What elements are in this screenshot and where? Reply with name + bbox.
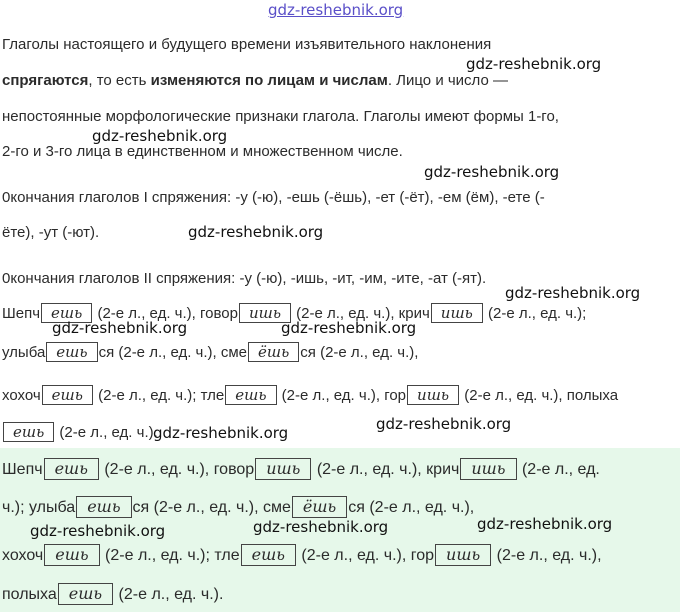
text: (2-е л., ед. ч.); тле: [100, 547, 240, 564]
watermark-text: gdz-reshebnik.org: [477, 515, 613, 533]
ending-box: ешь: [3, 422, 54, 442]
text: ся (2-е л., ед. ч.), сме: [132, 499, 291, 516]
ending-box: ишь: [431, 303, 483, 323]
ending-box: ешь: [44, 544, 99, 566]
ending-box: ёшь: [248, 342, 299, 362]
text: (2-е л., ед. ч.);: [483, 305, 587, 322]
ending-box: ешь: [225, 385, 276, 405]
text: (2-е л., ед. ч.), крич: [292, 305, 430, 322]
watermark-text: gdz-reshebnik.org: [153, 424, 289, 442]
ending-box: ишь: [255, 458, 311, 480]
exercise-line-2: [2, 342, 418, 362]
watermark-text: gdz-reshebnik.org: [505, 284, 641, 302]
text: (2-е л., ед.: [517, 461, 600, 478]
theory-line-1: Глаголы настоящего и будущего времени изъявительного наклонения: [2, 36, 492, 53]
answer-line-1: [2, 458, 600, 480]
site-header-link[interactable]: gdz-reshebnik.org: [268, 1, 404, 19]
text: (2-е л., ед. ч.), крич: [312, 461, 460, 478]
text: (2-е л., ед. ч.), гор: [277, 387, 407, 404]
ending-box: ешь: [46, 342, 97, 362]
text: (2-е л., ед. ч.).: [114, 586, 224, 603]
bold-term-change: изменяются по лицам и числам: [150, 72, 388, 89]
text: ся (2-е л., ед. ч.), сме: [98, 344, 248, 361]
answer-line-3: [2, 544, 602, 566]
watermark-text: gdz-reshebnik.org: [92, 127, 228, 145]
bold-term-conjugate: спрягаются: [2, 72, 89, 89]
theory-line-7: 0кончания глаголов II спряжения: -у (-ю), -ишь, -ит, -им, -ите, -ат (-ят).: [2, 270, 487, 287]
text: ся (2-е л., ед. ч.),: [300, 344, 419, 361]
ending-box: ешь: [44, 458, 99, 480]
text: полыха: [2, 586, 57, 603]
text: Шепч: [2, 461, 43, 478]
text: (2-е л., ед. ч.), говор: [93, 305, 238, 322]
text: (2-е л., ед. ч.),: [492, 547, 602, 564]
watermark-text: gdz-reshebnik.org: [376, 415, 512, 433]
exercise-line-3: [2, 385, 618, 405]
watermark-text: gdz-reshebnik.org: [466, 55, 602, 73]
watermark-text: gdz-reshebnik.org: [253, 518, 389, 536]
watermark-text: gdz-reshebnik.org: [52, 319, 188, 337]
ending-box: ёшь: [292, 496, 347, 518]
text: (2-е л., ед. ч.).: [55, 424, 158, 441]
theory-line-5: 0кончания глаголов I спряжения: -у (-ю), -ешь (-ёшь), -ет (-ёт), -ем (ём), -ете (-: [2, 189, 545, 206]
watermark-text: gdz-reshebnik.org: [281, 319, 417, 337]
watermark-text: gdz-reshebnik.org: [424, 163, 560, 181]
text: (2-е л., ед. ч.), гор: [296, 547, 435, 564]
theory-line-6: ёте), -ут (-ют).: [2, 224, 100, 241]
answer-line-2: [2, 496, 474, 518]
answer-line-4: [2, 583, 223, 605]
ending-box: ешь: [42, 385, 93, 405]
text: , то есть: [88, 72, 151, 89]
text: (2-е л., ед. ч.), говор: [99, 461, 255, 478]
theory-line-4: 2-го и 3-го лица в единственном и множественном числе.: [2, 143, 403, 160]
watermark-text: gdz-reshebnik.org: [188, 223, 324, 241]
watermark-text: gdz-reshebnik.org: [30, 522, 166, 540]
ending-box: ешь: [58, 583, 113, 605]
text: (2-е л., ед. ч.), полыха: [460, 387, 619, 404]
text: улыба: [2, 344, 46, 361]
text: . Лицо и число —: [387, 72, 508, 89]
ending-box: ешь: [241, 544, 296, 566]
text: хохоч: [2, 387, 41, 404]
text: хохоч: [2, 547, 44, 564]
text: ся (2-е л., ед. ч.),: [348, 499, 475, 516]
ending-box: ишь: [407, 385, 459, 405]
text: Шепч: [2, 305, 41, 322]
text: ч.); улыба: [2, 499, 76, 516]
ending-box: ишь: [239, 303, 291, 323]
ending-box: ишь: [435, 544, 491, 566]
ending-box: ешь: [41, 303, 92, 323]
theory-line-2: [2, 72, 508, 89]
text: (2-е л., ед. ч.); тле: [93, 387, 225, 404]
exercise-line-4: [2, 422, 158, 442]
ending-box: ишь: [460, 458, 516, 480]
ending-box: ешь: [76, 496, 131, 518]
theory-line-3: непостоянные морфологические признаки глагола. Глаголы имеют формы 1-го,: [2, 108, 559, 125]
